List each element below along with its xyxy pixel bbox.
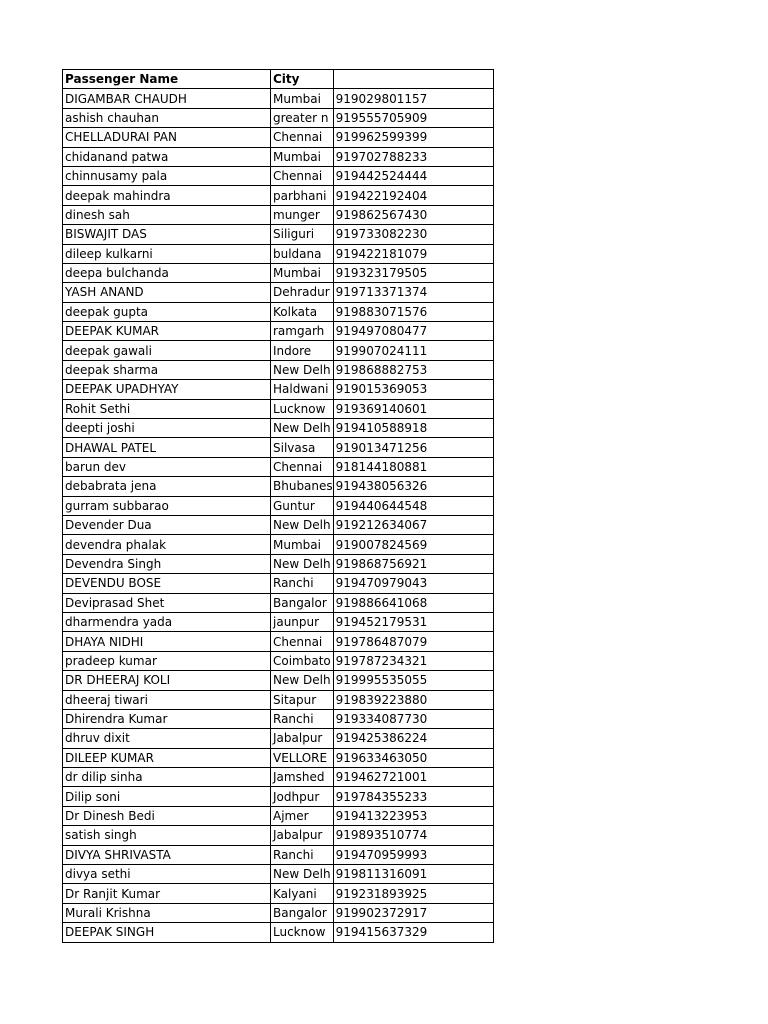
table-body (63, 89, 494, 942)
passenger-name-cell: chidanand patwa (63, 147, 271, 166)
phone-cell: 919886641068 (333, 593, 493, 612)
passenger-name-cell: deepa bulchanda (63, 263, 271, 282)
phone-cell: 919212634067 (333, 515, 493, 534)
phone-cell: 919415637329 (333, 923, 493, 942)
city-cell: Chennai (271, 166, 334, 185)
city-cell: New Delh (271, 360, 334, 379)
passenger-name-cell: DEEPAK KUMAR (63, 322, 271, 341)
city-cell: Ranchi (271, 574, 334, 593)
passenger-name-cell: dinesh sah (63, 205, 271, 224)
passenger-name-cell: satish singh (63, 826, 271, 845)
passenger-name-cell: dheeraj tiwari (63, 690, 271, 709)
table-row (63, 574, 494, 593)
passenger-name-cell: debabrata jena (63, 477, 271, 496)
city-cell: greater n (271, 108, 334, 127)
passenger-name-cell: DIVYA SHRIVASTA (63, 845, 271, 864)
phone-cell: 919013471256 (333, 438, 493, 457)
phone-cell: 919422181079 (333, 244, 493, 263)
city-cell: ramgarh (271, 322, 334, 341)
passenger-name-cell: Rohit Sethi (63, 399, 271, 418)
city-cell: Mumbai (271, 535, 334, 554)
city-cell: Mumbai (271, 89, 334, 108)
phone-cell: 919893510774 (333, 826, 493, 845)
phone-cell: 919413223953 (333, 806, 493, 825)
passenger-name-cell: divya sethi (63, 865, 271, 884)
passenger-name-cell: YASH ANAND (63, 283, 271, 302)
passenger-name-cell: deepti joshi (63, 419, 271, 438)
passenger-name-cell: gurram subbarao (63, 496, 271, 515)
phone-cell: 919868882753 (333, 360, 493, 379)
passenger-name-cell: DEEPAK UPADHYAY (63, 380, 271, 399)
table-row (63, 671, 494, 690)
passenger-name-cell: DEVENDU BOSE (63, 574, 271, 593)
phone-cell: 919702788233 (333, 147, 493, 166)
city-cell: Ajmer (271, 806, 334, 825)
phone-cell: 919787234321 (333, 651, 493, 670)
city-cell: jaunpur (271, 612, 334, 631)
table-row (63, 690, 494, 709)
table-row (63, 845, 494, 864)
city-cell: Ranchi (271, 709, 334, 728)
table-row (63, 826, 494, 845)
phone-cell: 919839223880 (333, 690, 493, 709)
table-row (63, 748, 494, 767)
phone-cell: 919862567430 (333, 205, 493, 224)
city-cell: Jodhpur (271, 787, 334, 806)
phone-cell: 919868756921 (333, 554, 493, 573)
phone-cell: 919713371374 (333, 283, 493, 302)
city-cell: VELLORE (271, 748, 334, 767)
phone-cell: 919422192404 (333, 186, 493, 205)
table-row (63, 593, 494, 612)
table-row (63, 108, 494, 127)
passenger-name-cell: DIGAMBAR CHAUDH (63, 89, 271, 108)
phone-cell: 919811316091 (333, 865, 493, 884)
phone-cell: 919007824569 (333, 535, 493, 554)
table-row (63, 632, 494, 651)
table-row (63, 341, 494, 360)
city-cell: Jabalpur (271, 729, 334, 748)
passenger-name-cell: deepak mahindra (63, 186, 271, 205)
passenger-name-cell: Devendra Singh (63, 554, 271, 573)
city-cell: Haldwani (271, 380, 334, 399)
table-row (63, 128, 494, 147)
table-row (63, 380, 494, 399)
city-cell: Coimbato (271, 651, 334, 670)
city-cell: Lucknow (271, 399, 334, 418)
table-row (63, 903, 494, 922)
header-phone (333, 70, 493, 89)
passenger-name-cell: Deviprasad Shet (63, 593, 271, 612)
city-cell: Guntur (271, 496, 334, 515)
passenger-name-cell: dharmendra yada (63, 612, 271, 631)
passenger-name-cell: Dr Dinesh Bedi (63, 806, 271, 825)
phone-cell: 919440644548 (333, 496, 493, 515)
phone-cell: 919231893925 (333, 884, 493, 903)
city-cell: Dehradur (271, 283, 334, 302)
phone-cell: 919784355233 (333, 787, 493, 806)
city-cell: Bhubanes (271, 477, 334, 496)
passenger-name-cell: DEEPAK SINGH (63, 923, 271, 942)
table-row (63, 729, 494, 748)
city-cell: Lucknow (271, 923, 334, 942)
passenger-name-cell: DHAYA NIDHI (63, 632, 271, 651)
table-row (63, 477, 494, 496)
passenger-name-cell: deepak sharma (63, 360, 271, 379)
table-row (63, 283, 494, 302)
city-cell: Chennai (271, 128, 334, 147)
phone-cell: 919962599399 (333, 128, 493, 147)
table-row (63, 865, 494, 884)
city-cell: Mumbai (271, 263, 334, 282)
table-row (63, 787, 494, 806)
city-cell: Kolkata (271, 302, 334, 321)
table-row (63, 884, 494, 903)
table-row (63, 515, 494, 534)
passenger-name-cell: devendra phalak (63, 535, 271, 554)
passenger-name-cell: deepak gupta (63, 302, 271, 321)
passenger-name-cell: CHELLADURAI PAN (63, 128, 271, 147)
phone-cell: 919410588918 (333, 419, 493, 438)
table-row (63, 535, 494, 554)
phone-cell: 919555705909 (333, 108, 493, 127)
phone-cell: 919323179505 (333, 263, 493, 282)
city-cell: New Delh (271, 515, 334, 534)
table-row (63, 166, 494, 185)
table-row (63, 89, 494, 108)
table-row (63, 322, 494, 341)
city-cell: buldana (271, 244, 334, 263)
phone-cell: 919438056326 (333, 477, 493, 496)
table-row (63, 419, 494, 438)
phone-cell: 919462721001 (333, 768, 493, 787)
passenger-name-cell: DR DHEERAJ KOLI (63, 671, 271, 690)
phone-cell: 919907024111 (333, 341, 493, 360)
passenger-name-cell: deepak gawali (63, 341, 271, 360)
city-cell: parbhani (271, 186, 334, 205)
passenger-name-cell: DHAWAL PATEL (63, 438, 271, 457)
passenger-name-cell: dhruv dixit (63, 729, 271, 748)
city-cell: Indore (271, 341, 334, 360)
phone-cell: 919633463050 (333, 748, 493, 767)
city-cell: Silvasa (271, 438, 334, 457)
table-row (63, 457, 494, 476)
table-row (63, 399, 494, 418)
phone-cell: 919995535055 (333, 671, 493, 690)
phone-cell: 919029801157 (333, 89, 493, 108)
passenger-name-cell: barun dev (63, 457, 271, 476)
passenger-name-cell: ashish chauhan (63, 108, 271, 127)
passenger-name-cell: dileep kulkarni (63, 244, 271, 263)
city-cell: munger (271, 205, 334, 224)
city-cell: New Delh (271, 865, 334, 884)
table-row (63, 709, 494, 728)
table-row (63, 496, 494, 515)
phone-cell: 919470959993 (333, 845, 493, 864)
table-row (63, 225, 494, 244)
table-row (63, 147, 494, 166)
city-cell: Bangalor (271, 903, 334, 922)
passenger-name-cell: BISWAJIT DAS (63, 225, 271, 244)
table-row (63, 806, 494, 825)
phone-cell: 919452179531 (333, 612, 493, 631)
city-cell: New Delh (271, 554, 334, 573)
city-cell: Kalyani (271, 884, 334, 903)
passenger-name-cell: pradeep kumar (63, 651, 271, 670)
city-cell: Jabalpur (271, 826, 334, 845)
table-row (63, 651, 494, 670)
passenger-name-cell: DILEEP KUMAR (63, 748, 271, 767)
city-cell: Chennai (271, 457, 334, 476)
city-cell: Siliguri (271, 225, 334, 244)
passenger-name-cell: chinnusamy pala (63, 166, 271, 185)
passenger-name-cell: Murali Krishna (63, 903, 271, 922)
table-row (63, 263, 494, 282)
city-cell: Mumbai (271, 147, 334, 166)
header-city: City (271, 70, 334, 89)
header-passenger-name: Passenger Name (63, 70, 271, 89)
passenger-table (62, 69, 494, 943)
city-cell: Ranchi (271, 845, 334, 864)
passenger-name-cell: Dr Ranjit Kumar (63, 884, 271, 903)
table-row (63, 923, 494, 942)
header-row (63, 70, 494, 89)
city-cell: New Delh (271, 671, 334, 690)
phone-cell: 919902372917 (333, 903, 493, 922)
passenger-name-cell: Dhirendra Kumar (63, 709, 271, 728)
phone-cell: 919442524444 (333, 166, 493, 185)
phone-cell: 919369140601 (333, 399, 493, 418)
phone-cell: 919786487079 (333, 632, 493, 651)
table-row (63, 244, 494, 263)
table-row (63, 360, 494, 379)
phone-cell: 919883071576 (333, 302, 493, 321)
city-cell: Bangalor (271, 593, 334, 612)
phone-cell: 919497080477 (333, 322, 493, 341)
phone-cell: 919334087730 (333, 709, 493, 728)
phone-cell: 919015369053 (333, 380, 493, 399)
table-row (63, 205, 494, 224)
city-cell: Chennai (271, 632, 334, 651)
table-row (63, 438, 494, 457)
table-row (63, 612, 494, 631)
passenger-name-cell: Dilip soni (63, 787, 271, 806)
phone-cell: 918144180881 (333, 457, 493, 476)
city-cell: Sitapur (271, 690, 334, 709)
table-row (63, 554, 494, 573)
city-cell: Jamshed (271, 768, 334, 787)
passenger-name-cell: dr dilip sinha (63, 768, 271, 787)
table-row (63, 302, 494, 321)
passenger-name-cell: Devender Dua (63, 515, 271, 534)
phone-cell: 919425386224 (333, 729, 493, 748)
city-cell: New Delh (271, 419, 334, 438)
phone-cell: 919733082230 (333, 225, 493, 244)
table-row (63, 186, 494, 205)
table-row (63, 768, 494, 787)
phone-cell: 919470979043 (333, 574, 493, 593)
